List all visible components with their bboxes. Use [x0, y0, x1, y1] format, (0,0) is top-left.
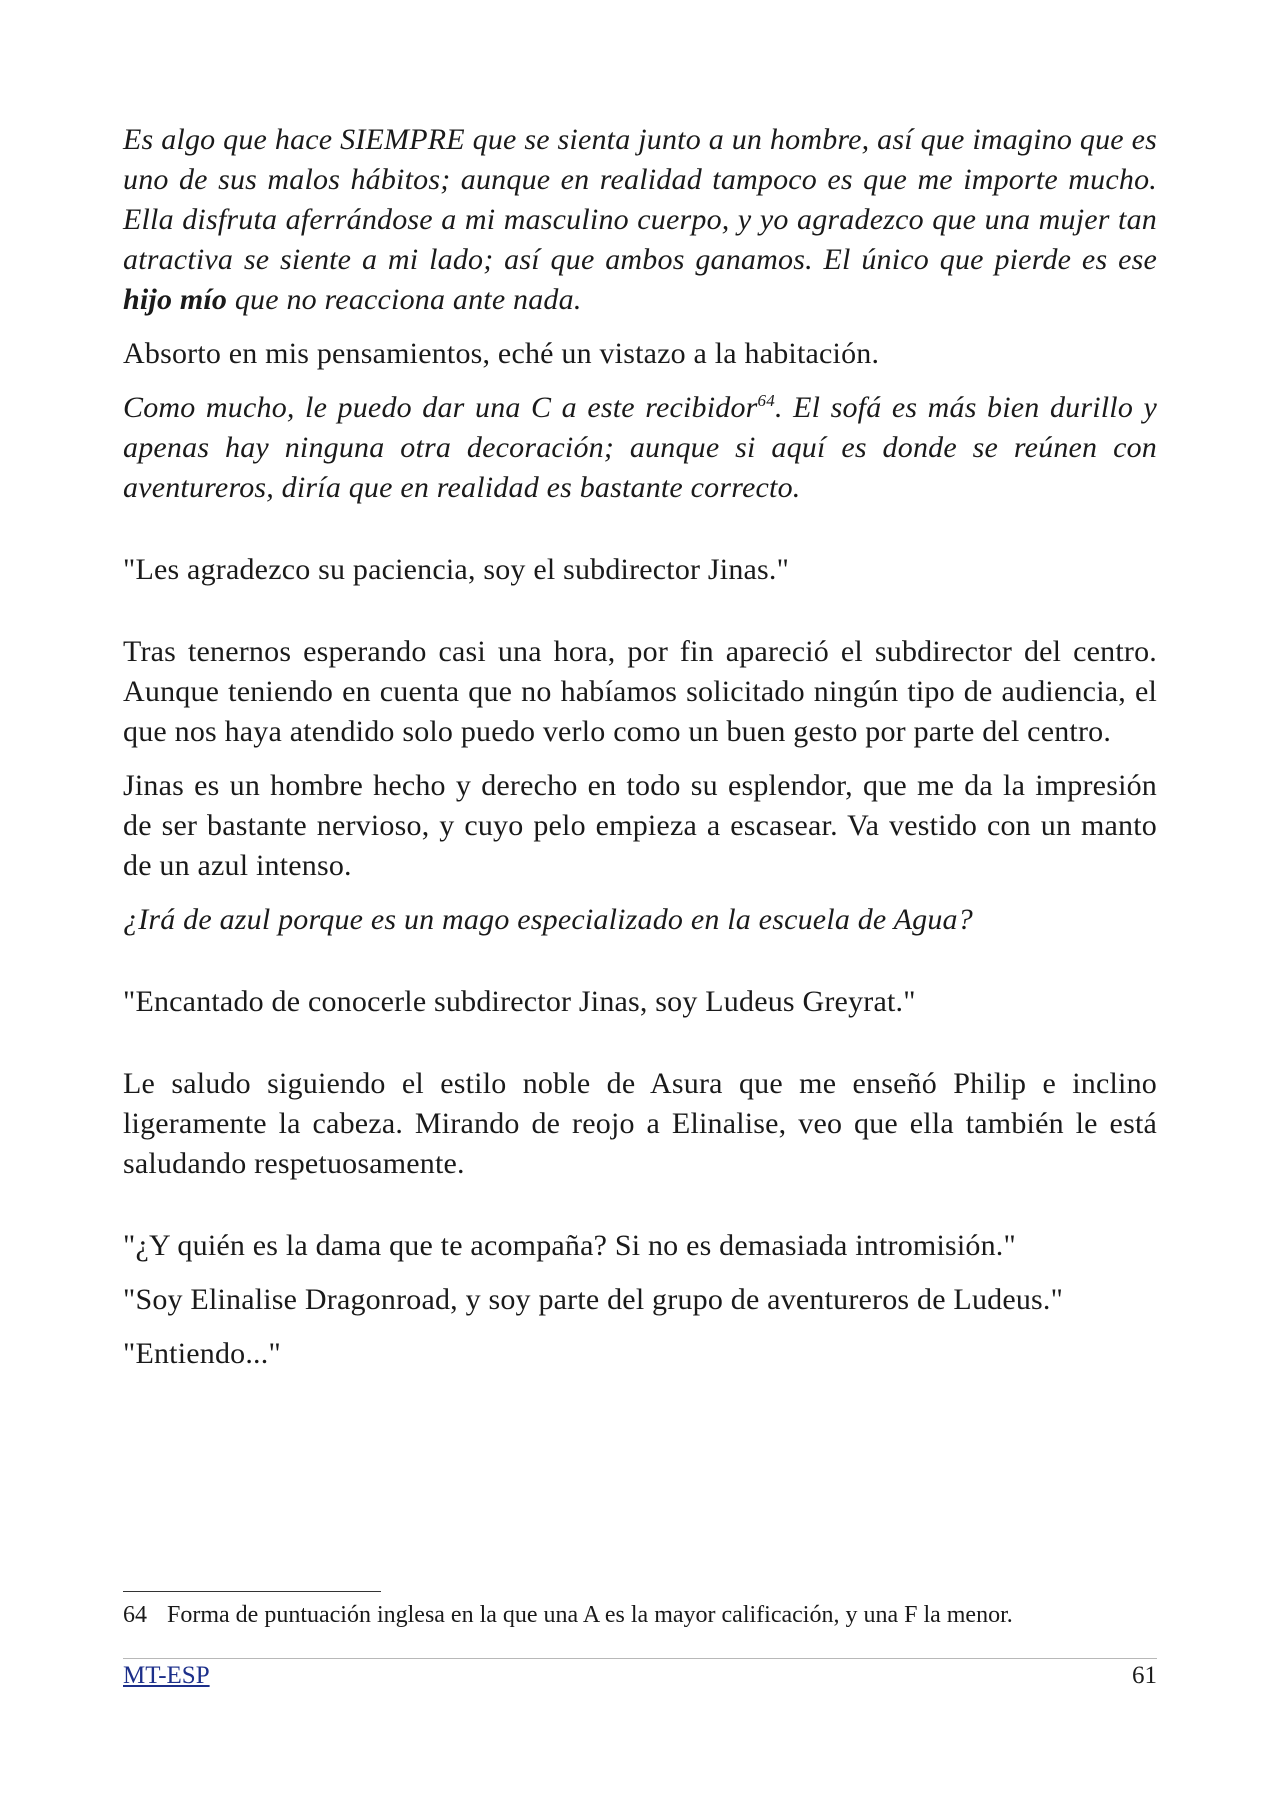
body-text [123, 120, 1157, 1388]
text-segment: "Les agradezco su paciencia, soy el subdirector Jinas." [123, 553, 790, 586]
paragraph [123, 334, 1157, 374]
text-segment: "Encantado de conocerle subdirector Jinas, soy Ludeus Greyrat." [123, 985, 916, 1018]
paragraph [123, 1334, 1157, 1374]
text-segment: "¿Y quién es la dama que te acompaña? Si no es demasiada intromisión." [123, 1229, 1016, 1262]
footer-link-mt-esp[interactable]: MT-ESP [123, 1662, 210, 1689]
footnote-text: Forma de puntuación inglesa en la que una A es la mayor calificación, y una F la menor. [167, 1602, 1013, 1628]
paragraph [123, 982, 1157, 1022]
text-segment: . El sofá es más bien durillo y apenas hay ninguna otra decoración; aunque si aquí es donde se reúnen con aventureros, diría que en realidad es bastante correcto. [123, 391, 1157, 504]
text-segment: ¿Irá de azul porque es un mago especializado en la escuela de Agua? [123, 903, 973, 936]
footnote [123, 1599, 1157, 1631]
thought-paragraph [123, 388, 1157, 508]
paragraph [123, 632, 1157, 752]
text-segment: Le saludo siguiendo el estilo noble de Asura que me enseñó Philip e inclino ligeramente la cabeza. Mirando de reojo a Elinalise, veo que ella también le está saludando respetuosamente. [123, 1067, 1157, 1180]
thought-paragraph [123, 120, 1157, 320]
text-segment: "Soy Elinalise Dragonroad, y soy parte del grupo de aventureros de Ludeus." [123, 1283, 1064, 1316]
thought-paragraph [123, 900, 1157, 940]
footer-separator [123, 1658, 1157, 1659]
bold-text: hijo mío [123, 283, 228, 316]
paragraph [123, 550, 1157, 590]
footnote-number: 64 [123, 1602, 147, 1628]
paragraph [123, 1064, 1157, 1184]
paragraph [123, 766, 1157, 886]
paragraph [123, 1280, 1157, 1320]
text-segment: Jinas es un hombre hecho y derecho en todo su esplendor, que me da la impresión de ser bastante nervioso, y cuyo pelo empieza a escasear. Va vestido con un manto de un azul intenso. [123, 769, 1157, 882]
text-segment: Como mucho, le puedo dar una C a este recibidor [123, 391, 758, 424]
text-segment: que no reacciona ante nada. [227, 283, 582, 316]
footnote-reference: 64 [757, 391, 775, 410]
text-segment: Tras tenernos esperando casi una hora, por fin apareció el subdirector del centro. Aunque teniendo en cuenta que no habíamos solicitado ningún tipo de audiencia, el que nos haya atendido solo puedo verlo como un buen gesto por parte del centro. [123, 635, 1157, 748]
text-segment: Absorto en mis pensamientos, eché un vistazo a la habitación. [123, 337, 880, 370]
text-segment: "Entiendo..." [123, 1337, 281, 1370]
text-segment: Es algo que hace SIEMPRE que se sienta junto a un hombre, así que imagino que es uno de sus malos hábitos; aunque en realidad tampoco es que me importe mucho. Ella disfruta aferrándose a mi masculino cuerpo, y yo agradezco que una mujer tan atractiva se siente a mi lado; así que ambos ganamos. El único que pierde es ese [123, 123, 1157, 276]
page-number: 61 [1132, 1662, 1157, 1689]
paragraph [123, 1226, 1157, 1266]
footnote-separator [123, 1591, 381, 1592]
